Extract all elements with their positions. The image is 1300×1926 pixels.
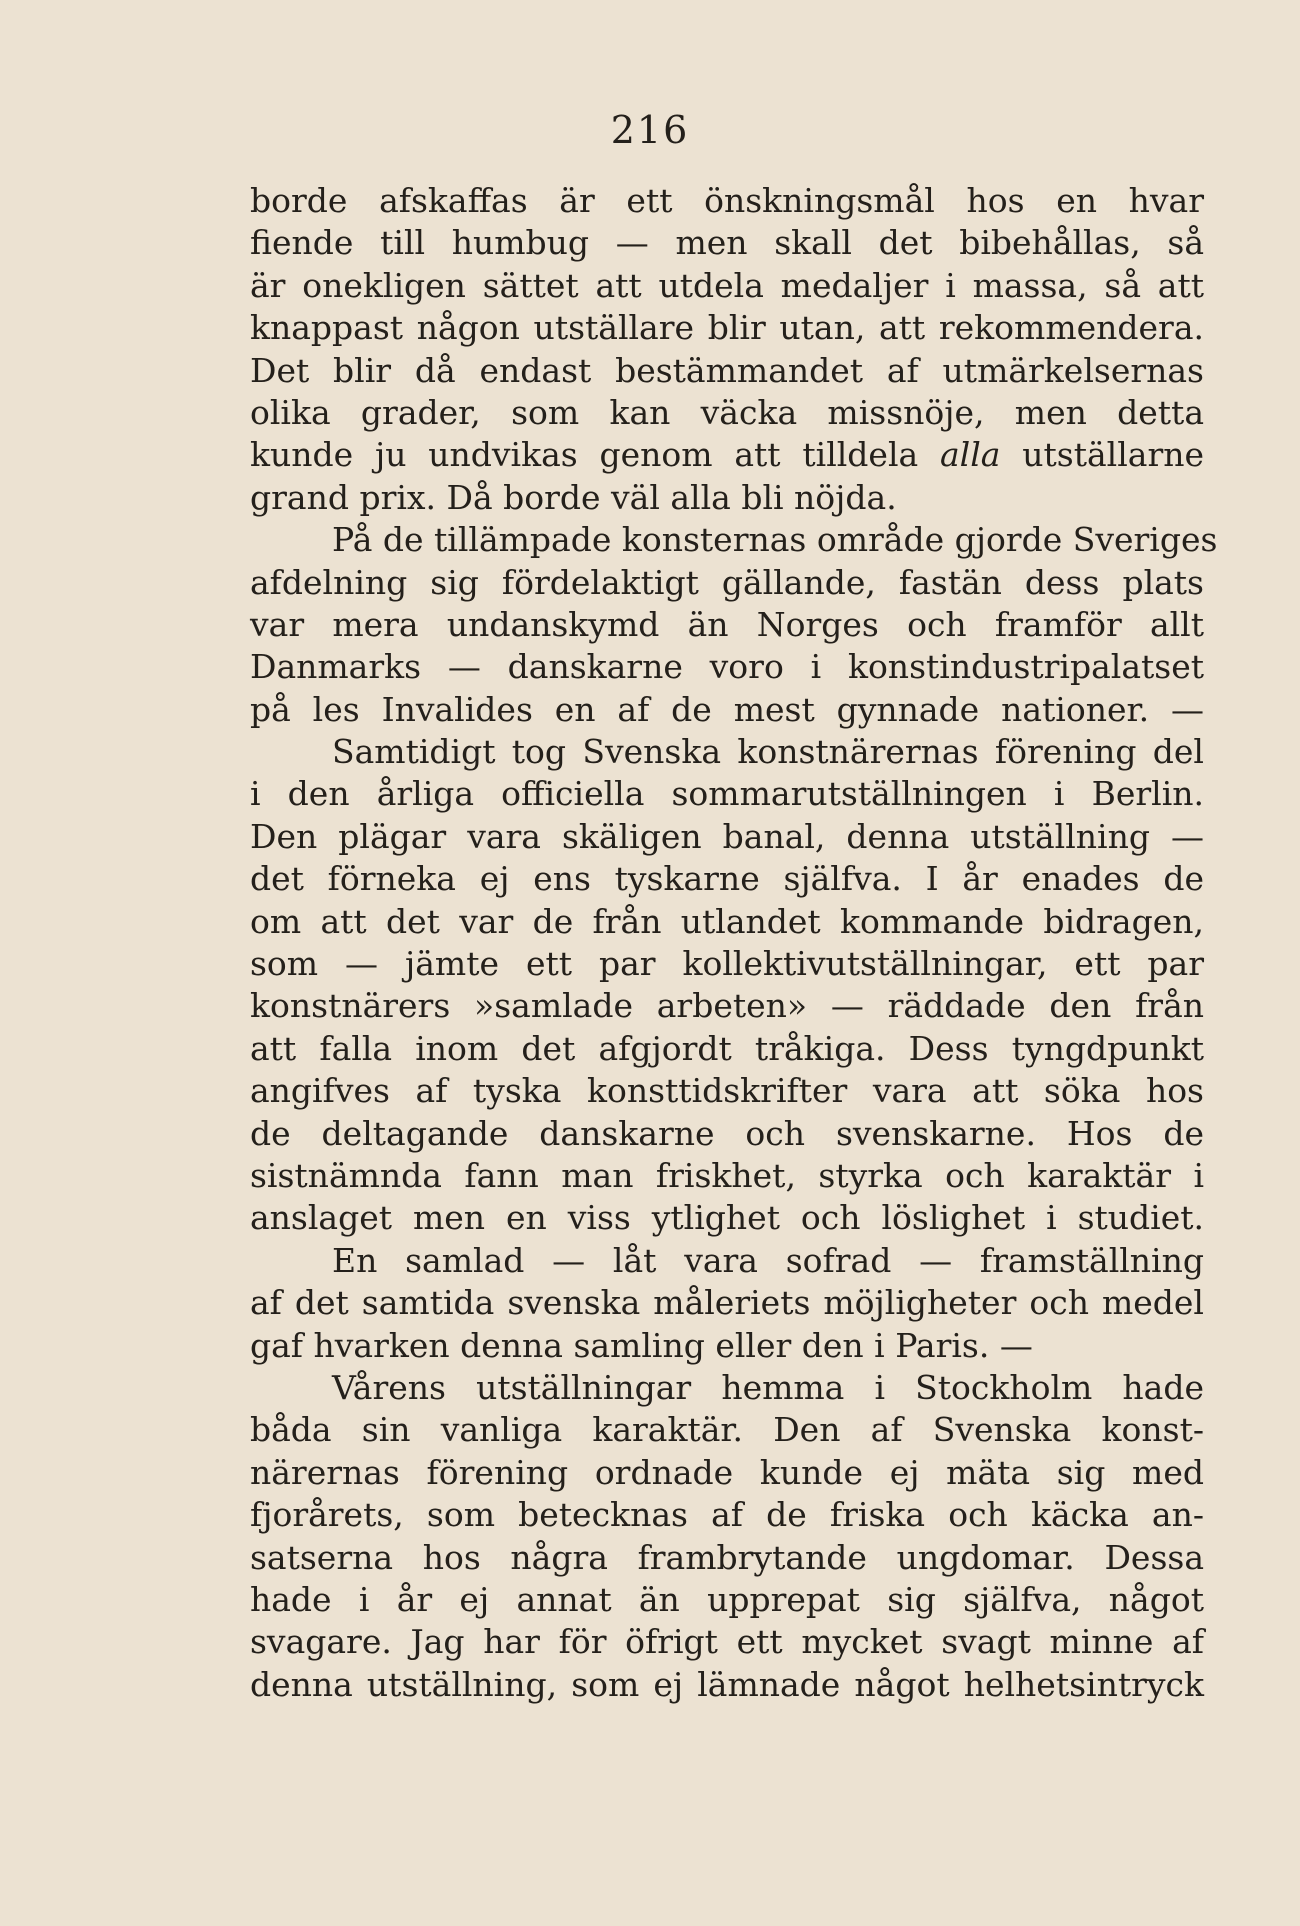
paragraph-start-line: En samlad — låt vara sofrad — framställning xyxy=(332,1240,1204,1280)
text-line: satserna hos några frambrytande ungdomar. Dessa xyxy=(250,1537,1204,1577)
text-line: af det samtida svenska måleriets möjligheter och medel xyxy=(250,1283,1204,1323)
text-line: knappast någon utställare blir utan, att rekommendera. xyxy=(250,308,1204,348)
text-line: sistnämnda fann man friskhet, styrka och karaktär i xyxy=(250,1155,1204,1195)
text-line: afdelning sig fördelaktigt gällande, fastän dess plats xyxy=(250,562,1204,602)
text-line: gaf hvarken denna samling eller den i Paris. — xyxy=(250,1325,1033,1365)
text-line: var mera undanskymd än Norges och framför allt xyxy=(250,604,1204,644)
text-line: anslaget men en viss ytlighet och löslighet i studiet. xyxy=(250,1198,1204,1238)
text-line: det förneka ej ens tyskarne själfva. I år enades de xyxy=(250,859,1204,899)
text-line: olika grader, som kan väcka missnöje, men detta xyxy=(250,392,1204,432)
text-segment: utställarne xyxy=(1000,435,1205,475)
text-line: som — jämte ett par kollektivutställningar, ett par xyxy=(250,944,1204,984)
text-line: i den årliga officiella sommarutställningen i Berlin. xyxy=(250,774,1204,814)
text-line: de deltagande danskarne och svenskarne. Hos de xyxy=(250,1113,1204,1153)
text-line: konstnärers »samlade arbeten» — räddade den från xyxy=(250,986,1204,1026)
italic-word: alla xyxy=(940,435,1001,475)
text-line: är onekligen sättet att utdela medaljer i massa, så att xyxy=(250,265,1204,305)
paragraph-start-line: Vårens utställningar hemma i Stockholm hade xyxy=(332,1367,1204,1407)
text-line: båda sin vanliga karaktär. Den af Svenska konst- xyxy=(250,1410,1204,1450)
text-line: om att det var de från utlandet kommande bidragen, xyxy=(250,901,1204,941)
text-line: grand prix. Då borde väl alla bli nöjda. xyxy=(250,477,897,517)
paragraph-start-line: På de tillämpade konsternas område gjorde Sveriges xyxy=(332,520,1218,560)
page-number: 216 xyxy=(610,108,690,152)
text-line: fiende till humbug — men skall det bibehållas, så xyxy=(250,223,1204,263)
text-line: på les Invalides en af de mest gynnade nationer. — xyxy=(250,689,1204,729)
text-line: denna utställning, som ej lämnade något helhetsintryck xyxy=(250,1664,1204,1704)
text-segment: kunde ju undvikas genom att tilldela xyxy=(250,435,940,475)
text-line: svagare. Jag har för öfrigt ett mycket svagt minne af xyxy=(250,1622,1204,1662)
text-line: fjorårets, som betecknas af de friska och käcka an- xyxy=(250,1495,1204,1535)
text-line: borde afskaffas är ett önskningsmål hos en hvar xyxy=(250,181,1204,220)
text-line: att falla inom det afgjordt tråkiga. Dess tyngdpunkt xyxy=(250,1028,1204,1068)
text-line: Den plägar vara skäligen banal, denna utställning — xyxy=(250,816,1204,856)
text-line: Det blir då endast bestämmandet af utmärkelsernas xyxy=(250,350,1204,390)
text-line: angifves af tyska konsttidskrifter vara att söka hos xyxy=(250,1071,1204,1111)
text-line: närernas förening ordnade kunde ej mäta sig med xyxy=(250,1452,1204,1492)
text-line: Danmarks — danskarne voro i konstindustripalatset xyxy=(250,647,1204,687)
text-line xyxy=(250,434,1204,476)
paragraph-start-line: Samtidigt tog Svenska konstnärernas förening del xyxy=(332,732,1204,772)
body-text xyxy=(250,180,1218,1706)
text-line: hade i år ej annat än upprepat sig själfva, något xyxy=(250,1579,1204,1619)
